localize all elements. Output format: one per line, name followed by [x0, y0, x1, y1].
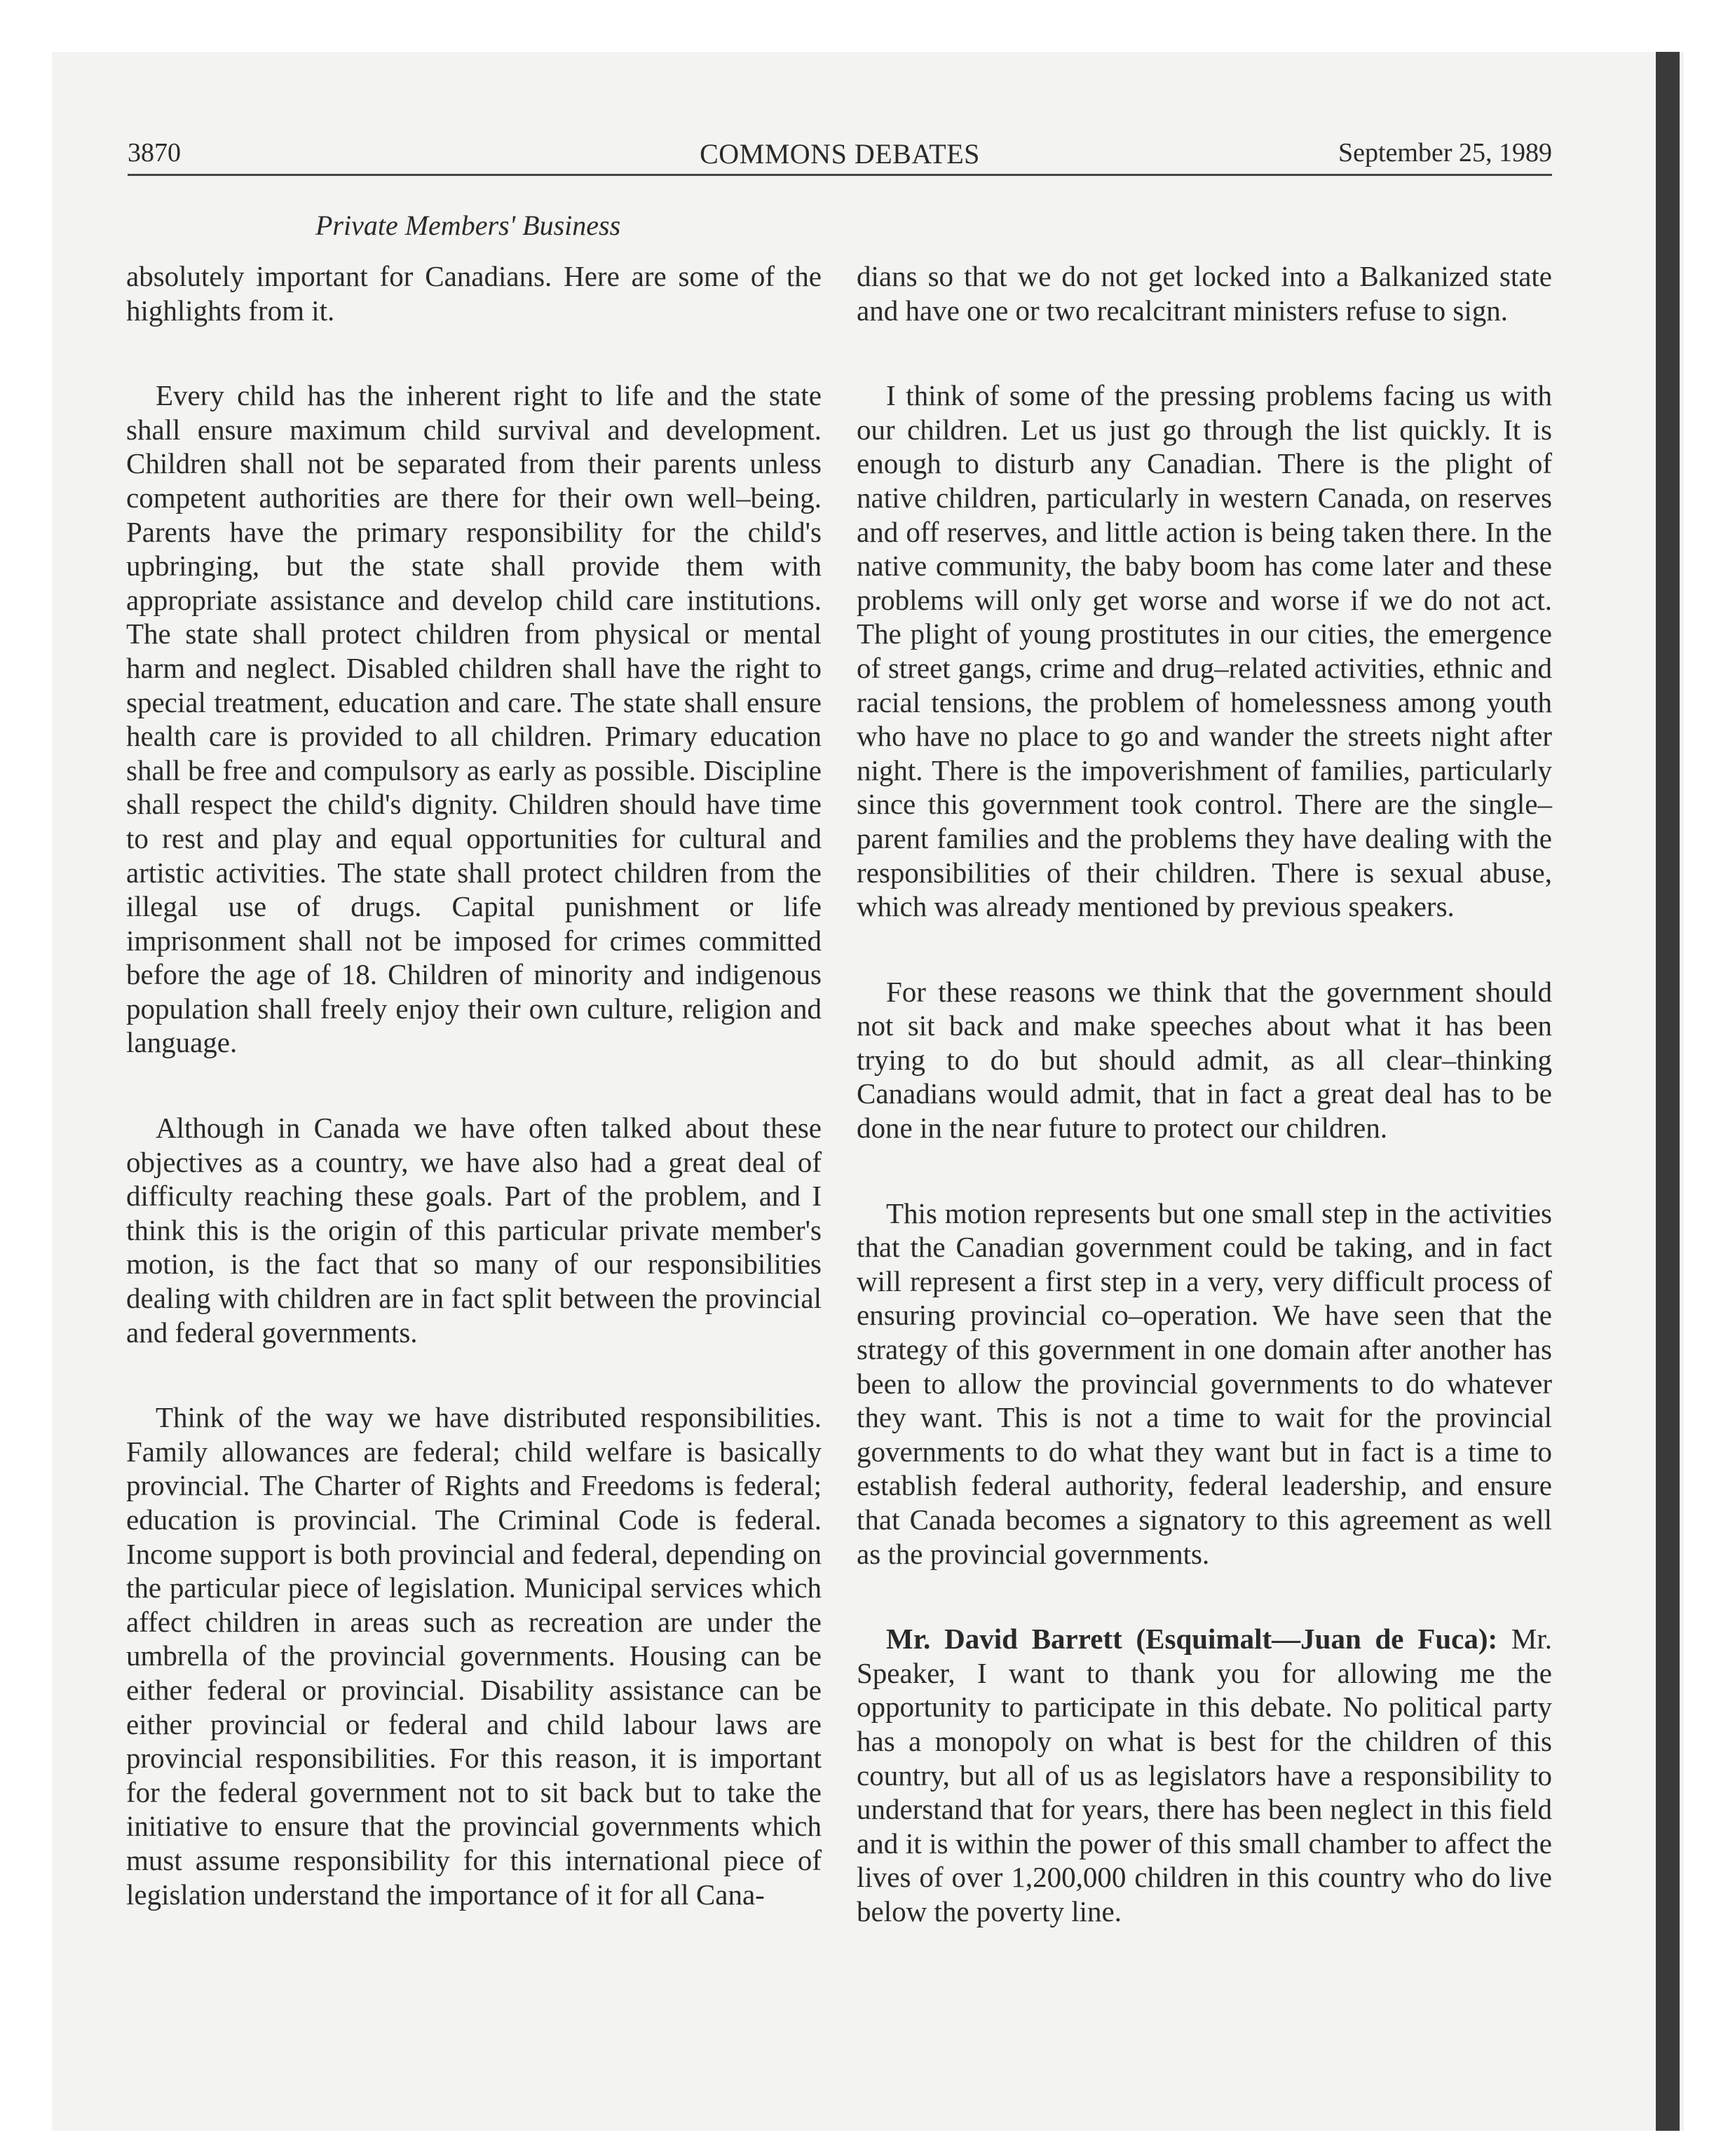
paragraph: dians so that we do not get locked into a Balkanized state and have one or two recalcitrant ministers refuse to sign.: [857, 260, 1552, 327]
section-heading: Private Members' Business: [315, 210, 621, 241]
paragraph: I think of some of the pressing problems facing us with our children. Let us just go through the list quickly. It is enough to disturb any Canadian. There is the plight of native children, particularly in western Canada, on reserves and off reserves, and little action is being taken there. In the native community, the baby boom has come later and these problems will only get worse and worse if we do not act. The plight of young prostitutes in our cities, the emergence of street gangs, crime and drug–related activities, ethnic and racial tensions, the problem of homelessness among youth who have no place to go and wander the streets night after night. There is the impoverishment of families, particularly since this government took control. There are the single–parent families and the problems they have dealing with the responsibilities of their children. There is sexual abuse, which was already mentioned by previous speakers.: [857, 379, 1552, 923]
left-column: [126, 259, 822, 1963]
paragraph: Think of the way we have distributed responsibilities. Family allowances are federal; child welfare is basically provincial. The Charter of Rights and Freedoms is federal; education is provincial. The Criminal Code is federal. Income support is both provincial and federal, depending on the particular piece of legislation. Municipal services which affect children in areas such as recreation are under the umbrella of the provincial governments. Housing can be either federal or provincial. Disability assistance can be either provincial or federal and child labour laws are provincial responsibilities. For this reason, it is important for the federal government not to sit back but to take the initiative to ensure that the provincial governments which must assume responsibility for this international piece of legislation understand the importance of it for all Cana-: [126, 1401, 822, 1911]
paragraph: Every child has the inherent right to life and the state shall ensure maximum child survival and development. Children shall not be separated from their parents unless competent authorities are there for their own well–being. Parents have the primary responsibility for the child's upbringing, but the state shall provide them with appropriate assistance and develop child care institutions. The state shall protect children from physical or mental harm and neglect. Disabled children shall have the right to special treatment, education and care. The state shall ensure health care is provided to all children. Primary education shall be free and compulsory as early as possible. Discipline shall respect the child's dignity. Children should have time to rest and play and equal opportunities for cultural and artistic activities. The state shall protect children from the illegal use of drugs. Capital punishment or life imprisonment shall not be imposed for crimes committed before the age of 18. Children of minority and indigenous population shall freely enjoy their own culture, religion and language.: [126, 379, 822, 1059]
scan-edge: [1656, 52, 1680, 2131]
paragraph: Although in Canada we have often talked about these objectives as a country, we have also had a great deal of difficulty reaching these goals. Part of the problem, and I think this is the origin of this particular private member's motion, is the fact that so many of our responsibilities dealing with children are in fact split between the provincial and federal governments.: [126, 1112, 822, 1349]
speech-paragraph: [857, 1622, 1552, 1928]
paragraph: absolutely important for Canadians. Here are some of the highlights from it.: [126, 260, 822, 327]
right-column: [857, 259, 1552, 1980]
speaker-name: Mr. David Barrett (Esquimalt—Juan de Fuca):: [886, 1623, 1498, 1656]
page-date: September 25, 1989: [1338, 138, 1552, 168]
publication-title: COMMONS DEBATES: [700, 138, 980, 170]
header-rule: [128, 174, 1552, 176]
paragraph: This motion represents but one small step in the activities that the Canadian government could be taking, and in fact will represent a first step in a very, very difficult process of ensuring provincial co–operation. We have seen that the strategy of this government in one domain after another has been to allow the provincial governments to do whatever they want. This is not a time to wait for the provincial governments to do what they want but in fact is a time to establish federal authority, federal leadership, and ensure that Canada becomes a signatory to this agreement as well as the provincial governments.: [857, 1196, 1552, 1570]
page-header: [128, 137, 1552, 179]
speech-text: Mr. Speaker, I want to thank you for allowing me the opportunity to participate in this debate. No political party has a monopoly on what is best for the children of this country, but all of us as legislators have a responsibility to understand that for years, there has been neglect in this field and it is within the power of this small chamber to affect the lives of over 1,200,000 children in this country who do live below the poverty line.: [857, 1623, 1552, 1928]
page-number: 3870: [128, 138, 181, 168]
paragraph: For these reasons we think that the government should not sit back and make speeches about what it has been trying to do but should admit, as all clear–thinking Canadians would admit, that in fact a great deal has to be done in the near future to protect our children.: [857, 975, 1552, 1145]
